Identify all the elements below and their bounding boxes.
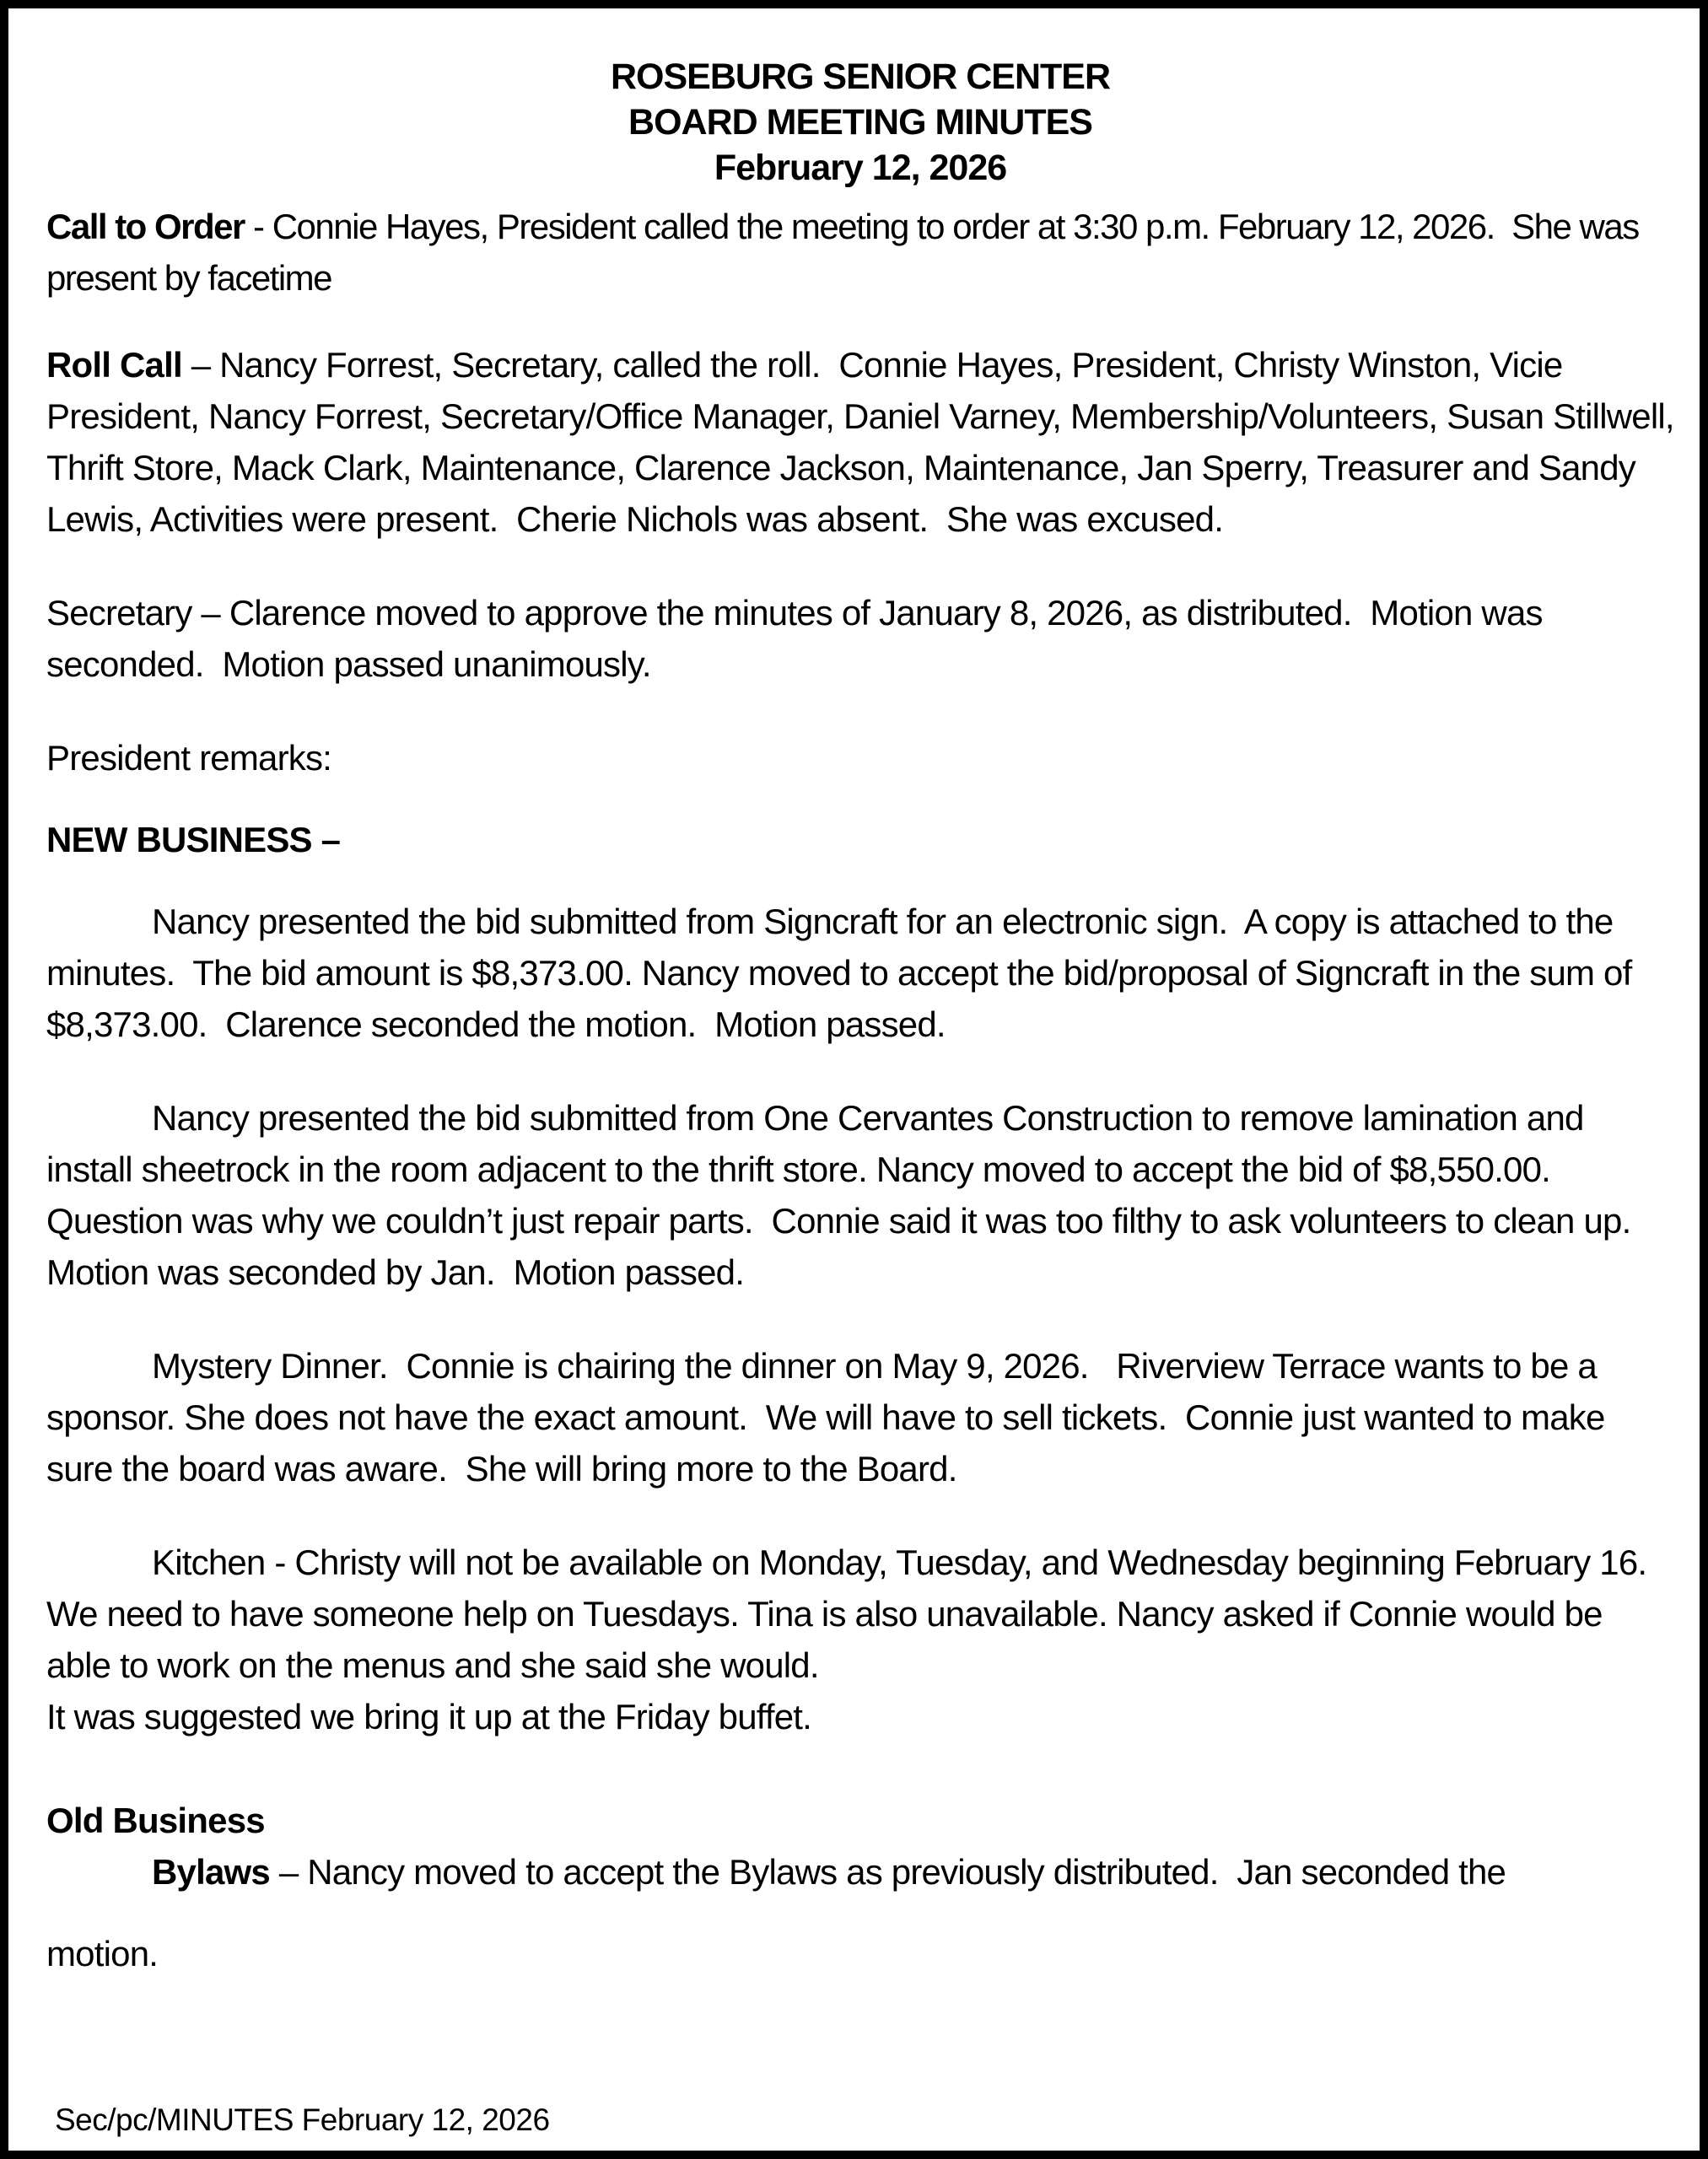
paragraph-kitchen bbox=[46, 1537, 1674, 1742]
footer-reference: Sec/pc/MINUTES February 12, 2026 bbox=[55, 2102, 550, 2137]
motion-text: motion. bbox=[46, 1934, 159, 1973]
heading-new-business: NEW BUSINESS – bbox=[46, 820, 341, 859]
cervantes-bid-text: Nancy presented the bid submitted from One Cervantes Construction to remove lamination and install sheetrock in the room adjacent to the thrift store. Nancy moved to accept the bid of $8,550.00. Question was why we couldn’t just repair parts. Connie said it was too filthy to ask volunteers to clean up. Motion was seconded by Jan. Motion passed. bbox=[46, 1098, 1650, 1292]
bylaws-text: – Nancy moved to accept the Bylaws as previously distributed. Jan seconded the bbox=[269, 1852, 1506, 1892]
call-to-order-text: - Connie Hayes, President called the meeting to order at 3:30 p.m. February 12, 2026. She was present by facetime bbox=[46, 207, 1647, 298]
paragraph-mystery-dinner bbox=[46, 1340, 1674, 1494]
title-line-organization: ROSEBURG SENIOR CENTER bbox=[610, 57, 1110, 97]
title-line-date: February 12, 2026 bbox=[714, 148, 1007, 188]
heading-old-business: Old Business bbox=[46, 1801, 265, 1840]
title-line-document-type: BOARD MEETING MINUTES bbox=[628, 102, 1092, 143]
paragraph-cervantes-bid bbox=[46, 1092, 1674, 1298]
kitchen-text: Kitchen - Christy will not be available on Monday, Tuesday, and Wednesday beginning February 16. We need to have someone help on Tuesdays. Tina is also unavailable. Nancy asked if Connie would be able to work on the menus and she said she would. bbox=[46, 1543, 1666, 1685]
roll-call-label: Roll Call bbox=[46, 345, 182, 385]
document-title-block bbox=[46, 54, 1674, 191]
paragraph-secretary bbox=[46, 587, 1674, 690]
bylaws-label: Bylaws bbox=[152, 1852, 270, 1892]
roll-call-text: – Nancy Forrest, Secretary, called the roll. Connie Hayes, President, Christy Winston, Vicie President, Nancy Forrest, Secretary/Office Manager, Daniel Varney, Membership/Volunteers, Susan Stillwell, Thrift Store, Mack Clark, Maintenance, Clarence Jackson, Maintenance, Jan Sperry, Treasurer and Sandy Lewis, Activities were present. Cherie Nichols was absent. She was excused. bbox=[46, 345, 1683, 539]
president-remarks-text: President remarks: bbox=[46, 738, 332, 778]
paragraph-call-to-order bbox=[46, 201, 1674, 304]
paragraph-roll-call bbox=[46, 339, 1683, 545]
secretary-text: Secretary – Clarence moved to approve the minutes of January 8, 2026, as distributed. Motion was seconded. Motion passed unanimously. bbox=[46, 593, 1552, 684]
paragraph-bylaws bbox=[46, 1846, 1674, 1898]
kitchen-suggestion-text: It was suggested we bring it up at the Friday buffet. bbox=[46, 1697, 812, 1736]
mystery-dinner-text: Mystery Dinner. Connie is chairing the dinner on May 9, 2026. Riverview Terrace wants to be a sponsor. She does not have the exact amount. We will have to sell tickets. Connie just wanted to make sure the board was aware. She will bring more to the Board. bbox=[46, 1346, 1614, 1489]
paragraph-president-remarks bbox=[46, 732, 1674, 783]
call-to-order-label: Call to Order bbox=[46, 207, 245, 246]
signcraft-bid-text: Nancy presented the bid submitted from Signcraft for an electronic sign. A copy is attached to the minutes. The bid amount is $8,373.00. Nancy moved to accept the bid/proposal of Signcraft in the sum of $8,373.00. Clarence seconded the motion. Motion passed. bbox=[46, 902, 1641, 1044]
paragraph-signcraft-bid bbox=[46, 896, 1674, 1050]
paragraph-motion bbox=[46, 1928, 1674, 1979]
